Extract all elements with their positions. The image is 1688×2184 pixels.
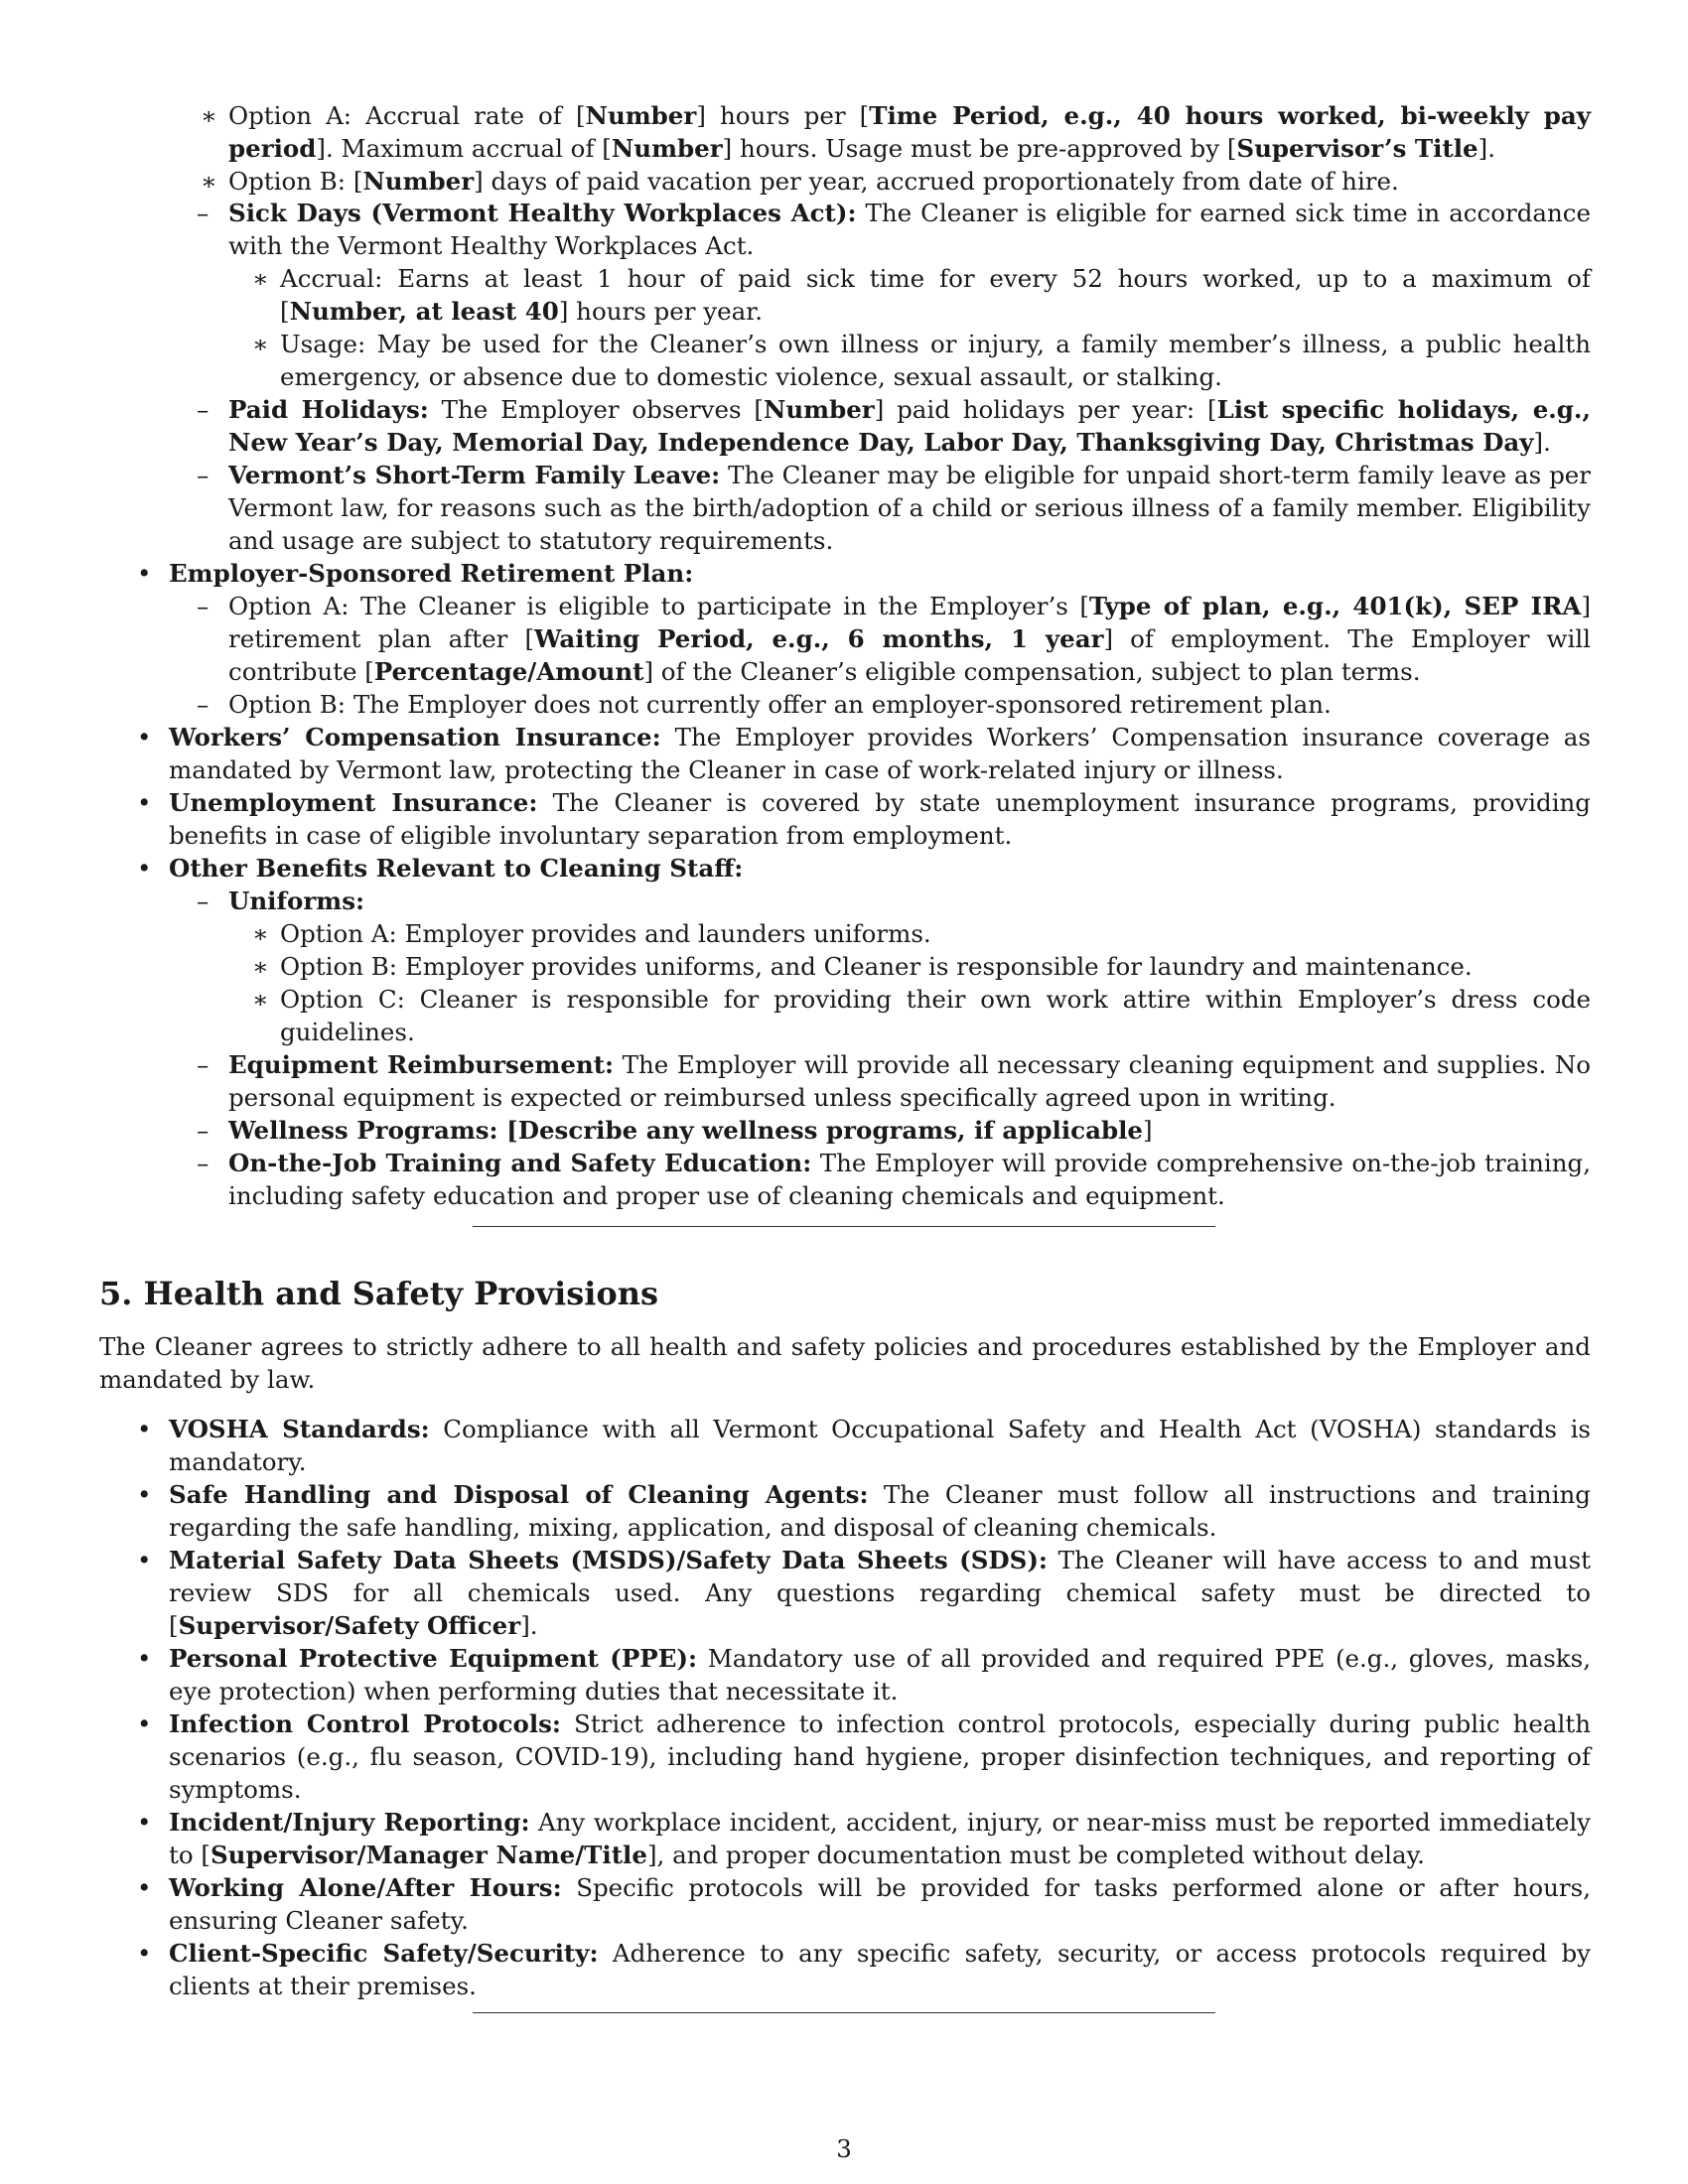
- section-divider: [473, 1226, 1215, 1227]
- wellness-item: – Wellness Programs: [Describe any wellness programs, if applicable]: [169, 1114, 1591, 1147]
- family-leave-item: – Vermont’s Short-Term Family Leave: The Cleaner may be eligible for unpaid short-term family leave as per Vermont law, for reasons such as the birth/adoption of a child or serious illness of a family member. Eligibility and usage are subject to statutory requirements.: [99, 459, 1591, 557]
- retirement-option-b: – Option B: The Employer does not currently offer an employer-sponsored retirement plan.: [169, 688, 1591, 721]
- uniforms-option-b: ∗ Option B: Employer provides uniforms, and Cleaner is responsible for laundry and maintenance.: [228, 950, 1591, 983]
- safety-item-infection: • Infection Control Protocols: Strict adherence to infection control protocols, especially during public health scenarios (e.g., flu season, COVID-19), including hand hygiene, proper disinfection techniques, and reporting of symptoms.: [99, 1707, 1591, 1806]
- vacation-option-b: ∗ Option B: [Number] days of paid vacation per year, accrued proportionately from date of hire.: [0, 165, 1591, 198]
- sick-usage: ∗ Usage: May be used for the Cleaner’s own illness or injury, a family member’s illness, a public health emergency, or absence due to domestic violence, sexual assault, or stalking.: [99, 328, 1591, 393]
- safety-item-client: • Client-Specific Safety/Security: Adherence to any specific safety, security, or access protocols required by clients at their premises.: [99, 1937, 1591, 2002]
- page-number: 3: [836, 2134, 852, 2163]
- vacation-item: [0, 99, 1591, 198]
- retirement-option-a: – Option A: The Cleaner is eligible to participate in the Employer’s [Type of plan, e.g., 401(k), SEP IRA] retirement plan after [Waiting Period, e.g., 6 months, 1 year] of employment. The Employer will contribute [Percentage/Amount] of the Cleaner’s eligible compensation, subject to plan terms.: [169, 590, 1591, 688]
- uniforms-option-a: ∗ Option A: Employer provides and launders uniforms.: [228, 917, 1591, 950]
- unemployment-item: • Unemployment Insurance: The Cleaner is covered by state unemployment insurance programs, providing benefits in case of eligible involuntary separation from employment.: [99, 786, 1591, 852]
- sick-accrual: ∗ Accrual: Earns at least 1 hour of paid sick time for every 52 hours worked, up to a maximum of [Number, at least 40] hours per year.: [99, 262, 1591, 328]
- other-benefits-item: • Other Benefits Relevant to Cleaning Staff: – Uniforms: ∗ Option A: Employer provides and launders uniforms. ∗ Option B: Employer provides uniforms, and Cleaner is responsible for laundry and maintenance. ∗ Option C: Cleaner is responsible for providing their own work attire within Employer’s dress code guidelines. – Equipment Reimbursement: The Employer will provide all necessary cleaning equipment and supplies. No personal equipment is expected or reimbursed unless specifically agreed upon in writing. – Wellness Programs: [Describe any wellness programs, if applicable] – On-the-Job Training and Safety Education: The Employer will provide comprehensive on-the-job training, including safety education and proper use of cleaning chemicals and equipment.: [99, 852, 1591, 1212]
- section-heading: 5. Health and Safety Provisions: [99, 1275, 659, 1312]
- safety-item-ppe: • Personal Protective Equipment (PPE): Mandatory use of all provided and required PPE (e.g., gloves, masks, eye protection) when performing duties that necessitate it.: [99, 1642, 1591, 1707]
- pto-continuation: [0, 99, 1591, 198]
- training-item: – On-the-Job Training and Safety Education: The Employer will provide comprehensive on-the-job training, including safety education and proper use of cleaning chemicals and equipment.: [169, 1147, 1591, 1212]
- safety-list: [99, 1413, 1591, 2002]
- section-divider-bottom: [473, 2012, 1215, 2013]
- vacation-option-a: ∗ Option A: Accrual rate of [Number] hours per [Time Period, e.g., 40 hours worked, bi-weekly pay period]. Maximum accrual of [Number] hours. Usage must be pre-approved by [Supervisor’s Title].: [0, 99, 1591, 165]
- paid-holidays-item: – Paid Holidays: The Employer observes [Number] paid holidays per year: [List specific holidays, e.g., New Year’s Day, Memorial Day, Independence Day, Labor Day, Thanksgiving Day, Christmas Day].: [99, 393, 1591, 459]
- sick-days-item: – Sick Days (Vermont Healthy Workplaces Act): The Cleaner is eligible for earned sick time in accordance with the Vermont Healthy Workplaces Act. ∗ Accrual: Earns at least 1 hour of paid sick time for every 52 hours worked, up to a maximum of [Number, at least 40] hours per year. ∗ Usage: May be used for the Cleaner’s own illness or injury, a family member’s illness, a public health emergency, or absence due to domestic violence, sexual assault, or stalking.: [99, 197, 1591, 393]
- uniforms-option-c: ∗ Option C: Cleaner is responsible for providing their own work attire within Employer’s dress code guidelines.: [228, 983, 1591, 1048]
- safety-item-working-alone: • Working Alone/After Hours: Specific protocols will be provided for tasks performed alone or after hours, ensuring Cleaner safety.: [99, 1871, 1591, 1937]
- section-intro: The Cleaner agrees to strictly adhere to all health and safety policies and procedures established by the Employer and mandated by law.: [99, 1332, 1591, 1394]
- uniforms-item: – Uniforms: ∗ Option A: Employer provides and launders uniforms. ∗ Option B: Employer provides uniforms, and Cleaner is responsible for laundry and maintenance. ∗ Option C: Cleaner is responsible for providing their own work attire within Employer’s dress code guidelines.: [169, 885, 1591, 1048]
- benefits-continued: [99, 197, 1591, 557]
- safety-item-vosha: • VOSHA Standards: Compliance with all Vermont Occupational Safety and Health Act (VOSHA) standards is mandatory.: [99, 1413, 1591, 1478]
- safety-item-handling: • Safe Handling and Disposal of Cleaning Agents: The Cleaner must follow all instructions and training regarding the safe handling, mixing, application, and disposal of cleaning chemicals.: [99, 1478, 1591, 1544]
- equipment-item: – Equipment Reimbursement: The Employer will provide all necessary cleaning equipment and supplies. No personal equipment is expected or reimbursed unless specifically agreed upon in writing.: [169, 1048, 1591, 1114]
- workers-comp-item: • Workers’ Compensation Insurance: The Employer provides Workers’ Compensation insurance coverage as mandated by Vermont law, protecting the Cleaner in case of work-related injury or illness.: [99, 721, 1591, 786]
- benefits-list: [99, 197, 1591, 1212]
- safety-item-sds: • Material Safety Data Sheets (MSDS)/Safety Data Sheets (SDS): The Cleaner will have access to and must review SDS for all chemicals used. Any questions regarding chemical safety must be directed to [Supervisor/Safety Officer].: [99, 1544, 1591, 1642]
- safety-item-incident: • Incident/Injury Reporting: Any workplace incident, accident, injury, or near-miss must be reported immediately to [Supervisor/Manager Name/Title], and proper documentation must be completed without delay.: [99, 1806, 1591, 1871]
- retirement-item: • Employer-Sponsored Retirement Plan: – Option A: The Cleaner is eligible to participate in the Employer’s [Type of plan, e.g., 401(k), SEP IRA] retirement plan after [Waiting Period, e.g., 6 months, 1 year] of employment. The Employer will contribute [Percentage/Amount] of the Cleaner’s eligible compensation, subject to plan terms. – Option B: The Employer does not currently offer an employer-sponsored retirement plan.: [99, 557, 1591, 721]
